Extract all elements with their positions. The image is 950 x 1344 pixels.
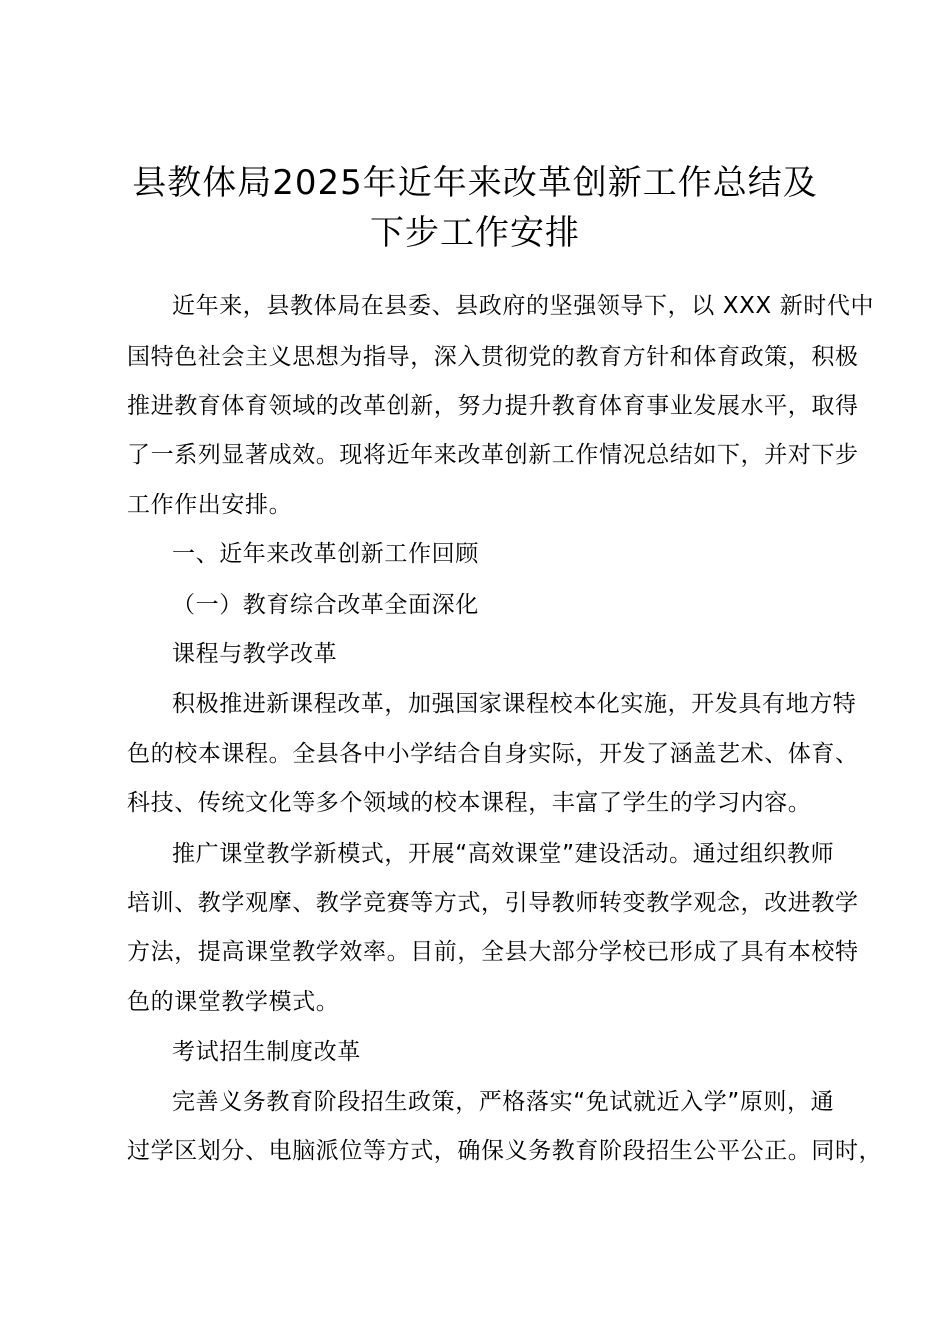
paragraph-line: 国特色社会主义思想为指导，深入贯彻党的教育方针和体育政策，积极 — [127, 344, 859, 370]
paragraph-line: 推进教育体育领域的改革创新，努力提升教育体育事业发展水平，取得 — [127, 393, 859, 419]
paragraph-line: 科技、传统文化等多个领域的校本课程，丰富了学生的学习内容。 — [127, 790, 812, 816]
paragraph-line: 近年来，县教体局在县委、县政府的坚强领导下，以 XXX 新时代中 — [172, 293, 875, 319]
topic-heading: 考试招生制度改革 — [172, 1039, 361, 1065]
section-heading: 一、近年来改革创新工作回顾 — [172, 541, 479, 567]
paragraph-line: 完善义务教育阶段招生政策，严格落实“免试就近入学”原则，通 — [172, 1089, 835, 1115]
paragraph-line: 方法，提高课堂教学效率。目前，全县大部分学校已形成了具有本校特 — [127, 939, 859, 965]
paragraph-line: 培训、教学观摩、教学竞赛等方式，引导教师转变教学观念，改进教学 — [127, 890, 859, 916]
document-title-line-1: 县教体局2025年近年来改革创新工作总结及 — [132, 163, 818, 203]
subsection-heading: （一）教育综合改革全面深化 — [172, 592, 479, 618]
paragraph-line: 色的课堂教学模式。 — [127, 989, 340, 1015]
document-title-line-2: 下步工作安排 — [370, 213, 580, 253]
paragraph-line: 色的校本课程。全县各中小学结合自身实际，开发了涵盖艺术、体育、 — [127, 741, 859, 767]
topic-heading: 课程与教学改革 — [172, 641, 338, 667]
paragraph-line: 过学区划分、电脑派位等方式，确保义务教育阶段招生公平公正。同时， — [127, 1138, 883, 1164]
paragraph-line: 了一系列显著成效。现将近年来改革创新工作情况总结如下，并对下步 — [127, 442, 859, 468]
paragraph-line: 工作作出安排。 — [127, 492, 293, 518]
paragraph-line: 积极推进新课程改革，加强国家课程校本化实施，开发具有地方特 — [172, 691, 857, 717]
paragraph-line: 推广课堂教学新模式，开展“高效课堂”建设活动。通过组织教师 — [172, 841, 835, 867]
